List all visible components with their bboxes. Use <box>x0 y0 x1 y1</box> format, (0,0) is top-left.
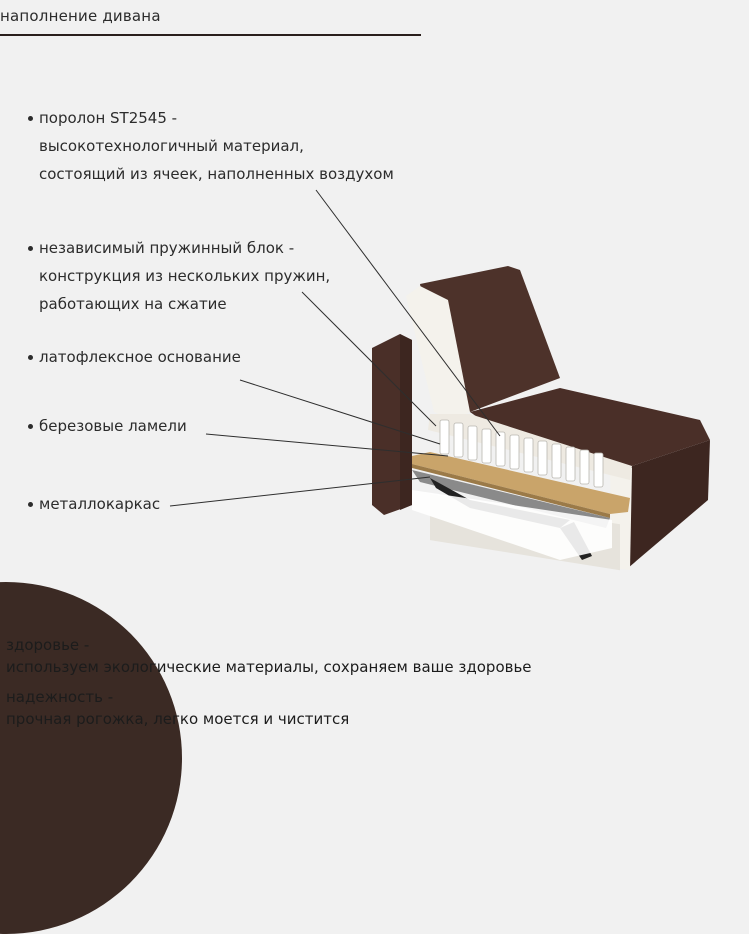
benefit-text: используем экологические материалы, сохраняем ваше здоровье <box>6 658 532 676</box>
page-title: наполнение дивана <box>0 7 161 25</box>
benefit-title: здоровье - <box>6 636 90 654</box>
layer-line: независимый пружинный блок - <box>39 239 295 257</box>
layer-line: латофлексное основание <box>39 348 241 366</box>
layer-line: поролон ST2545 - <box>39 109 178 127</box>
benefits-block <box>6 634 746 738</box>
layer-line: состоящий из ячеек, наполненных воздухом <box>39 165 394 183</box>
benefit-text: прочная рогожка, легко моется и чистится <box>6 710 350 728</box>
benefit-reliability <box>6 686 746 730</box>
benefit-title: надежность - <box>6 688 114 706</box>
layer-line: конструкция из нескольких пружин, <box>39 267 331 285</box>
benefit-health <box>6 634 746 678</box>
layer-line: высокотехнологичный материал, <box>39 137 304 155</box>
layer-line: металлокаркас <box>39 495 161 513</box>
layer-line: работающих на сжатие <box>39 295 227 313</box>
layer-line: березовые ламели <box>39 417 187 435</box>
sofa-cutaway-icon <box>372 266 710 570</box>
